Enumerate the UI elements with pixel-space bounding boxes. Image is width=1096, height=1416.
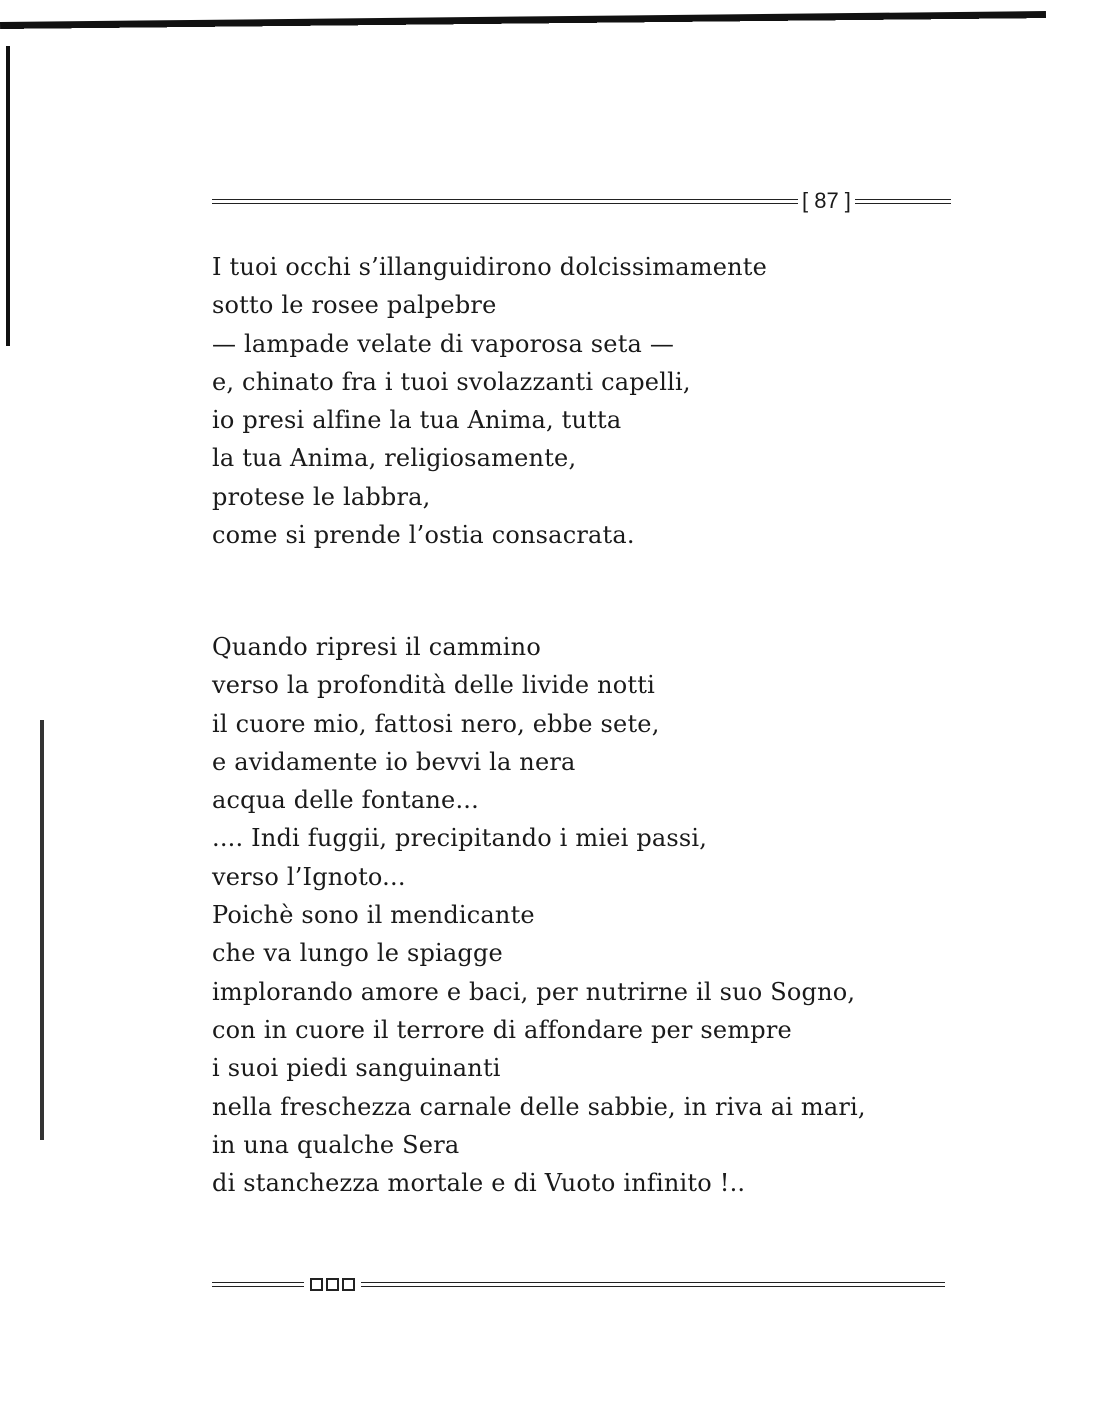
scan-left-edge bbox=[6, 46, 10, 346]
verse-line: verso la profondità delle livide notti bbox=[212, 671, 655, 700]
verse-line: con in cuore il terrore di affondare per sempre bbox=[212, 1015, 792, 1044]
ornament-square-icon bbox=[326, 1278, 339, 1291]
header-rule-left bbox=[212, 199, 798, 204]
ornament-square-icon bbox=[342, 1278, 355, 1291]
page-header bbox=[212, 186, 958, 216]
verse-line: acqua delle fontane... bbox=[212, 786, 479, 815]
scan-top-edge bbox=[0, 11, 1046, 36]
header-rule-right bbox=[855, 199, 951, 204]
verse-line: io presi alfine la tua Anima, tutta bbox=[212, 406, 622, 435]
page-number: [ 87 ] bbox=[802, 188, 851, 213]
verse-line: che va lungo le spiagge bbox=[212, 939, 503, 968]
verse-line: come si prende l’ostia consacrata. bbox=[212, 521, 635, 550]
verse-line: la tua Anima, religiosamente, bbox=[212, 444, 577, 473]
verse-line: Poichè sono il mendicante bbox=[212, 901, 535, 930]
verse-line: protese le labbra, bbox=[212, 482, 431, 511]
verse-line: nella freschezza carnale delle sabbie, in riva ai mari, bbox=[212, 1092, 866, 1121]
verse-line: il cuore mio, fattosi nero, ebbe sete, bbox=[212, 709, 660, 738]
verse-line: di stanchezza mortale e di Vuoto infinito !.. bbox=[212, 1169, 746, 1198]
footer-ornament bbox=[304, 1278, 361, 1291]
scan-left-edge-lower bbox=[40, 720, 44, 1140]
verse-line: e, chinato fra i tuoi svolazzanti capelli, bbox=[212, 367, 691, 396]
verse-line: i suoi piedi sanguinanti bbox=[212, 1054, 501, 1083]
verse-line: .... Indi fuggii, precipitando i miei passi, bbox=[212, 824, 708, 853]
verse-line: e avidamente io bevvi la nera bbox=[212, 747, 576, 776]
verse-line: I tuoi occhi s’illanguidirono dolcissimamente bbox=[212, 253, 768, 281]
verse-line: in una qualche Sera bbox=[212, 1130, 460, 1159]
verse-line: implorando amore e baci, per nutrirne il suo Sogno, bbox=[212, 977, 856, 1006]
footer-rule-left bbox=[212, 1282, 304, 1287]
poem-stanza-2 bbox=[212, 628, 866, 1202]
verse-line: Quando ripresi il cammino bbox=[212, 633, 541, 661]
page-footer bbox=[212, 1278, 958, 1291]
verse-line: — lampade velate di vaporosa seta — bbox=[212, 329, 675, 358]
verse-line: sotto le rosee palpebre bbox=[212, 291, 497, 320]
footer-rule-right bbox=[361, 1282, 945, 1287]
verse-line: verso l’Ignoto... bbox=[212, 862, 406, 891]
ornament-square-icon bbox=[310, 1278, 323, 1291]
poem-stanza-1 bbox=[212, 248, 767, 554]
